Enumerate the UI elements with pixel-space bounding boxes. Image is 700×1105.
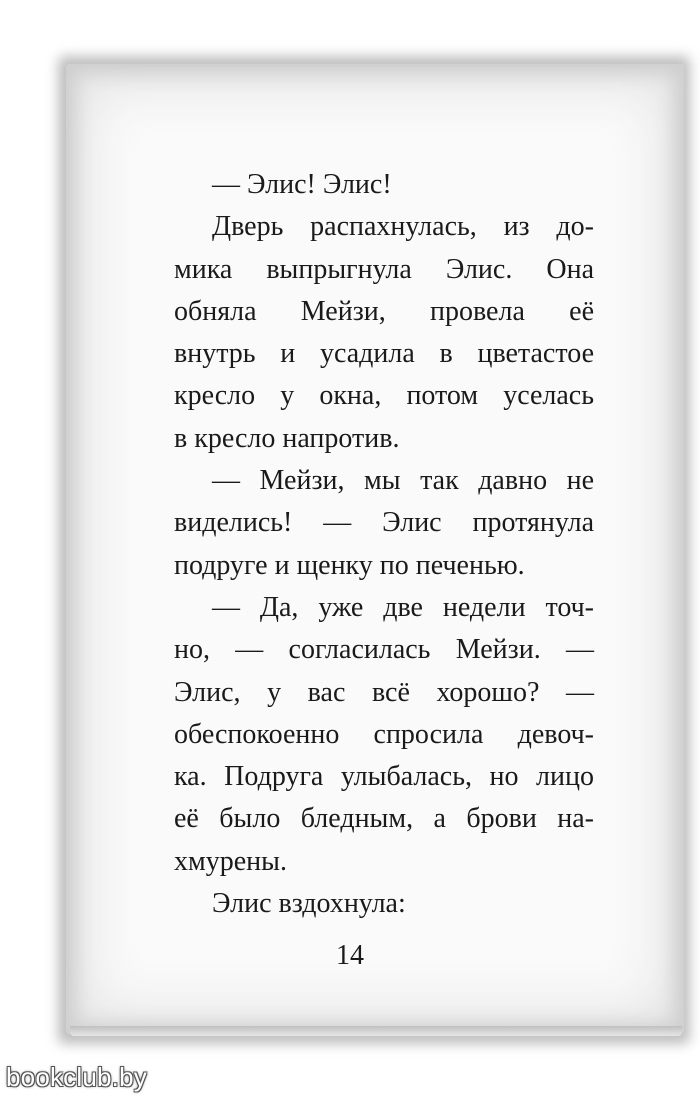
page-text	[174, 164, 594, 925]
text-line: мика выпрыгнула Элис. Она	[174, 253, 594, 285]
text-line: — Мейзи, мы так давно не	[212, 465, 594, 497]
text-line: — Элис! Элис!	[212, 169, 392, 200]
text-line: в кресло напротив.	[174, 422, 400, 454]
text-line: Элис вздохнула:	[212, 888, 406, 920]
text-line: Дверь распахнулась, из до-	[212, 211, 594, 243]
text-line: обеспокоенно спросила девоч-	[174, 718, 594, 750]
text-line: Элис, у вас всё хорошо? —	[174, 676, 594, 708]
text-line: обняла Мейзи, провела её	[174, 295, 594, 327]
text-line: виделись! — Элис протянула	[174, 507, 594, 539]
watermark: bookclub.by	[6, 1062, 147, 1092]
text-line: внутрь и усадила в цветастое	[174, 338, 594, 370]
text-line: — Да, уже две недели точ-	[212, 591, 594, 623]
page-number: 14	[336, 940, 364, 971]
text-line: подруге и щенку по печенью.	[174, 549, 525, 581]
page-edge	[70, 1026, 682, 1036]
text-line: её было бледным, а брови на-	[174, 803, 594, 835]
text-line: но, — согласилась Мейзи. —	[174, 634, 594, 666]
text-line: кресло у окна, потом уселась	[174, 380, 594, 412]
text-line: хмурены.	[174, 845, 287, 877]
text-line: ка. Подруга улыбалась, но лицо	[174, 761, 594, 793]
